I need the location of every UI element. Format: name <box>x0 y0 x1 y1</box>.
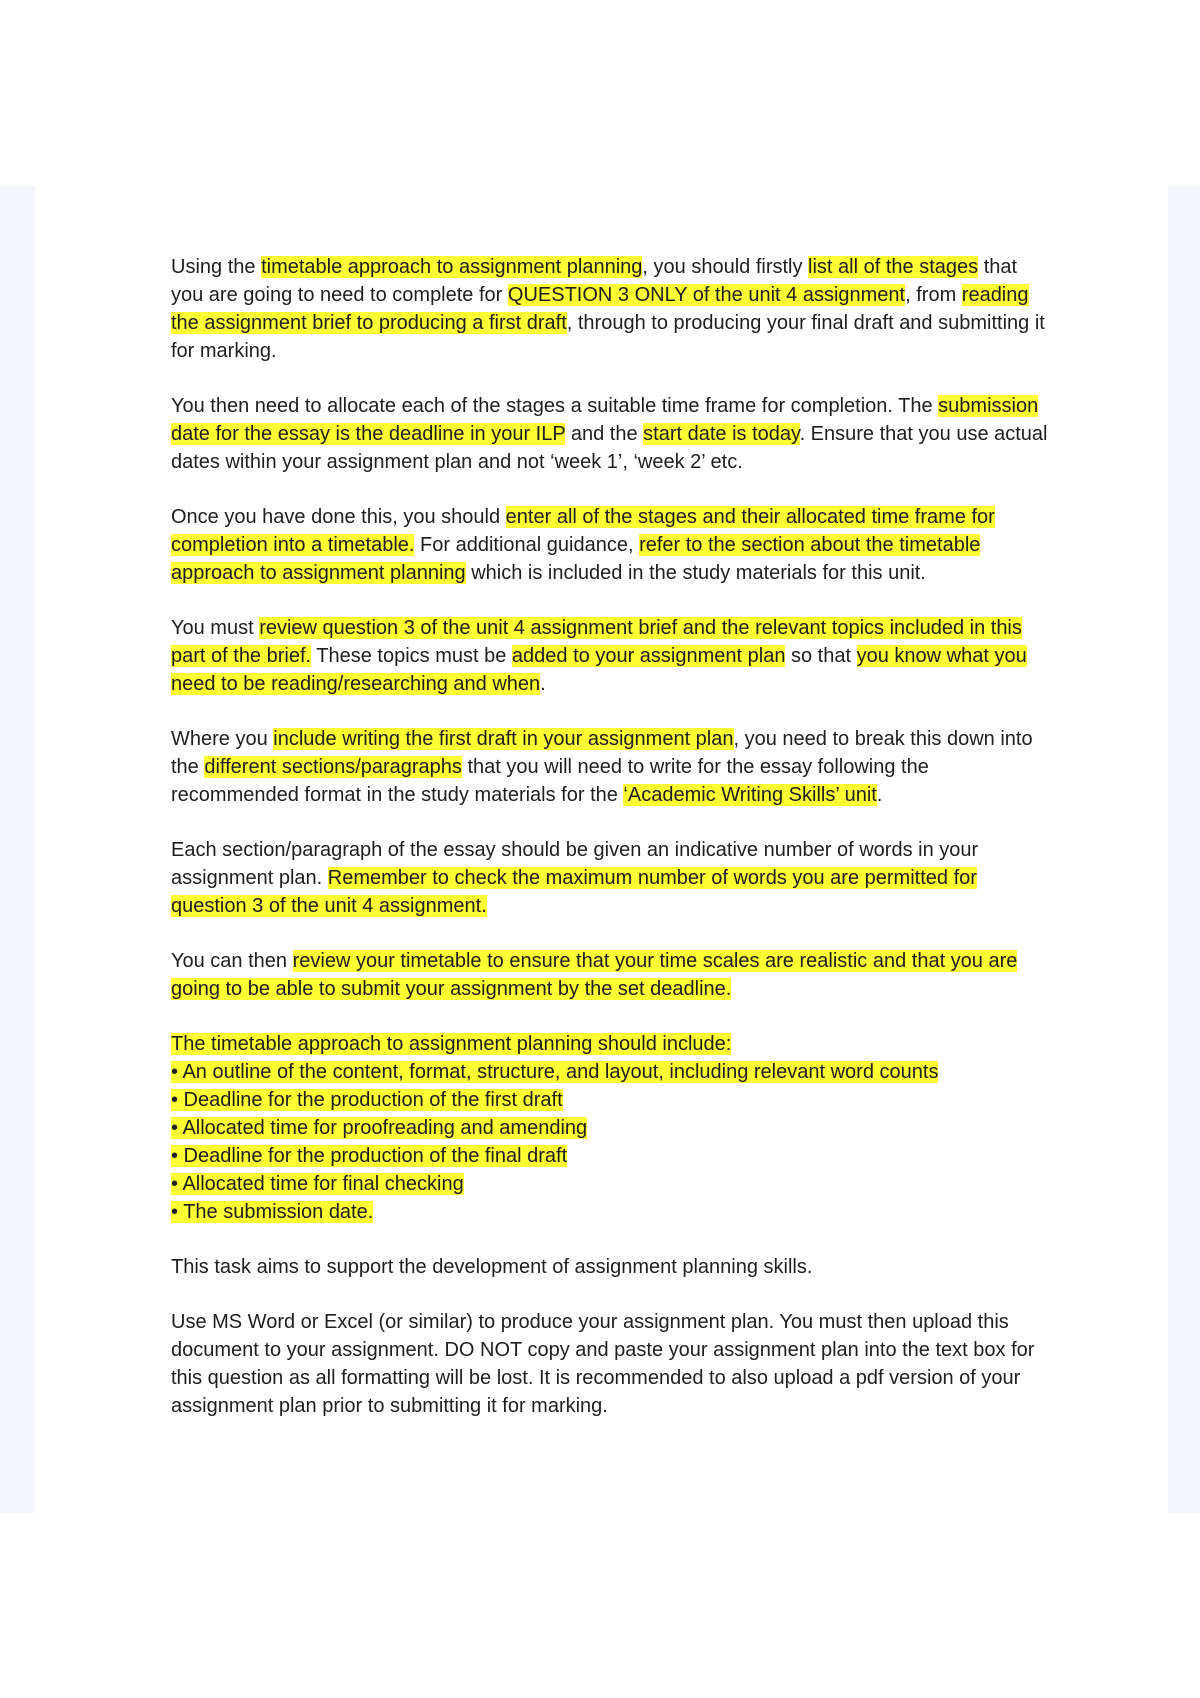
highlighted-text: ‘Academic Writing Skills’ unit <box>623 784 877 806</box>
list-item: • An outline of the content, format, structure, and layout, including relevant word counts <box>171 1061 939 1083</box>
highlighted-text: start date is today <box>643 423 800 445</box>
highlighted-text: list all of the stages <box>808 256 979 278</box>
list-item: • Allocated time for final checking <box>171 1173 464 1195</box>
highlighted-text: you know what you need to be reading/researching and when <box>171 645 1027 695</box>
highlighted-text: review your timetable to ensure that your time scales are realistic and that you are going to be able to submit your assignment by the set deadline. <box>171 950 1018 1000</box>
text-segment: These topics must be <box>311 645 512 667</box>
text-segment: You must <box>171 617 260 639</box>
text-segment: You then need to allocate each of the stages a suitable time frame for completion. The <box>171 395 939 417</box>
closing-paragraph-2: Use MS Word or Excel (or similar) to produce your assignment plan. You must then upload this document to your assignment. DO NOT copy and paste your assignment plan into the text box for this question as all formatting will be lost. It is recommended to also upload a pdf version of your assignment plan prior to submitting it for marking. <box>171 1311 1035 1417</box>
list-item: • Deadline for the production of the first draft <box>171 1089 563 1111</box>
list-item: • The submission date. <box>171 1201 374 1223</box>
highlighted-text: reading the assignment brief to producing a first draft <box>171 284 1029 334</box>
highlighted-text: QUESTION 3 ONLY of the unit 4 assignment <box>507 284 906 306</box>
text-segment: , you should firstly <box>642 256 809 278</box>
highlighted-text: include writing the first draft in your assignment plan <box>273 728 734 750</box>
text-segment: so that <box>785 645 857 667</box>
paragraph-3 <box>171 503 1051 587</box>
paragraph-5 <box>171 725 1051 809</box>
highlighted-text: review question 3 of the unit 4 assignment brief and the relevant topics included in this part of the brief. <box>171 617 1022 667</box>
text-segment: that you will need to write for the essay following the recommended format in the study materials for the <box>171 756 929 806</box>
right-margin-band <box>1168 186 1200 1513</box>
text-segment: For additional guidance, <box>414 534 640 556</box>
text-segment: Once you have done this, you should <box>171 506 506 528</box>
text-segment: Where you <box>171 728 274 750</box>
text-segment: You can then <box>171 950 293 972</box>
text-segment: . <box>876 784 883 806</box>
text-segment: that you are going to need to complete for <box>171 256 1018 306</box>
highlighted-text: Remember to check the maximum number of words you are permitted for question 3 of the unit 4 assignment. <box>171 867 977 917</box>
text-segment: which is included in the study materials for this unit. <box>465 562 926 584</box>
text-segment: Using the <box>171 256 262 278</box>
list-item: • Allocated time for proofreading and amending <box>171 1117 588 1139</box>
highlighted-text: added to your assignment plan <box>511 645 786 667</box>
text-segment: , you need to break this down into the <box>171 728 1033 778</box>
text-segment: . Ensure that you use actual dates within your assignment plan and not ‘week 1’, ‘week 2’ etc. <box>171 423 1048 473</box>
planning-list <box>171 1030 1051 1226</box>
text-segment: Each section/paragraph of the essay should be given an indicative number of words in your assignment plan. <box>171 839 979 889</box>
list-item: • Deadline for the production of the final draft <box>171 1145 568 1167</box>
text-segment: , through to producing your final draft and submitting it for marking. <box>171 312 1045 362</box>
paragraph-7 <box>171 947 1051 1003</box>
paragraph-6 <box>171 836 1051 920</box>
highlighted-text: submission date for the essay is the deadline in your ILP <box>171 395 1039 445</box>
text-segment: and the <box>565 423 644 445</box>
closing-paragraph-1: This task aims to support the development of assignment planning skills. <box>171 1256 813 1278</box>
document-body <box>171 253 1051 1447</box>
highlighted-text: refer to the section about the timetable approach to assignment planning <box>171 534 981 584</box>
paragraph-1 <box>171 253 1051 365</box>
paragraph-4 <box>171 614 1051 698</box>
text-segment: , from <box>905 284 962 306</box>
text-segment: . <box>540 673 546 695</box>
left-margin-band <box>0 186 35 1513</box>
highlighted-text: enter all of the stages and their allocated time frame for completion into a timetable. <box>171 506 995 556</box>
highlighted-text: timetable approach to assignment planning <box>261 256 643 278</box>
planning-list-heading: The timetable approach to assignment planning should include: <box>171 1033 732 1055</box>
highlighted-text: different sections/paragraphs <box>204 756 462 778</box>
paragraph-2 <box>171 392 1051 476</box>
